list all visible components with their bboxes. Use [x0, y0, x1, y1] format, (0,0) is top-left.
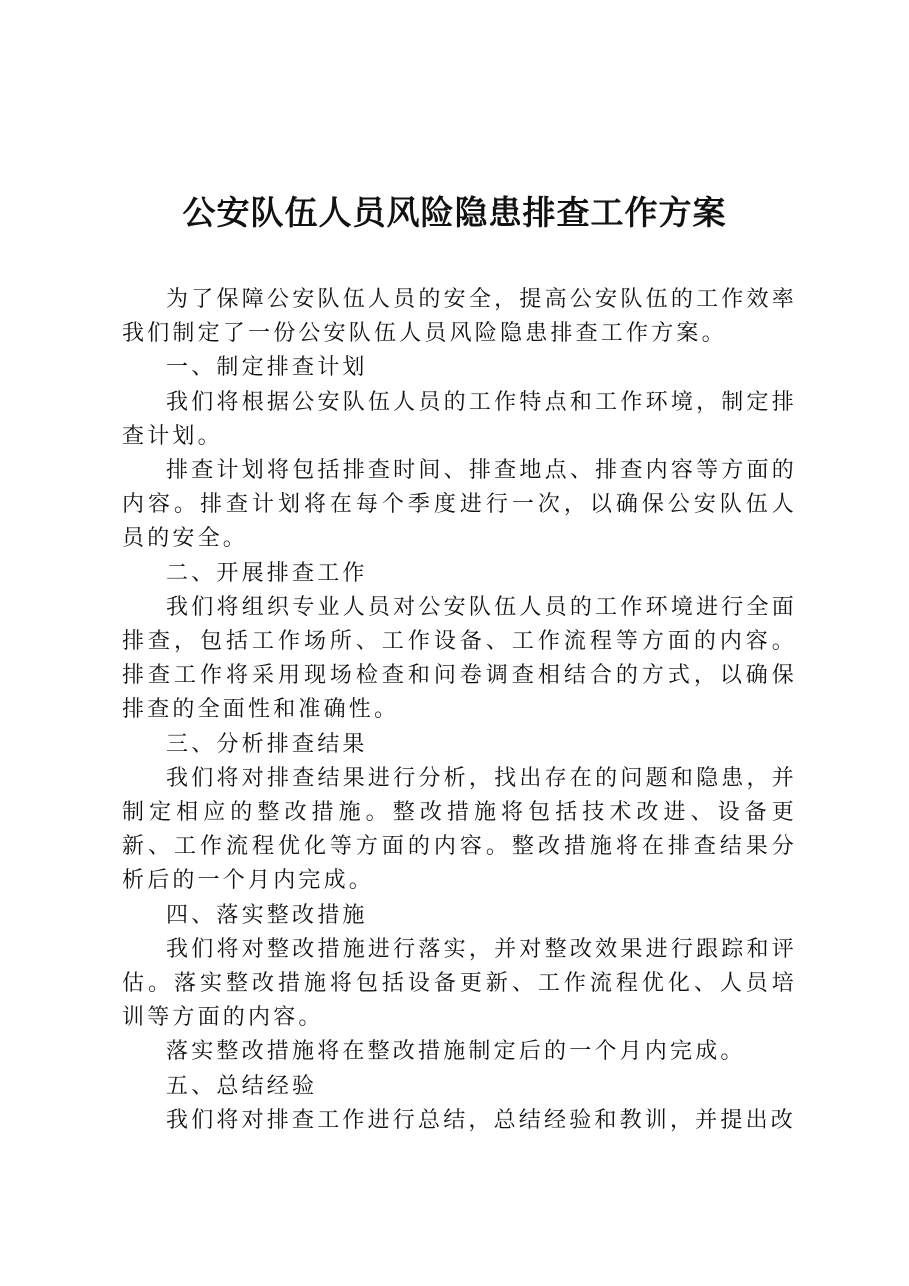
paragraph: 我们将对排查结果进行分析，找出存在的问题和隐患，并制定相应的整改措施。整改措施将包括技术改进、设备更新、工作流程优化等方面的内容。整改措施将在排查结果分析后的一个月内完成。 [122, 765, 797, 894]
paragraph: 排查计划将包括排查时间、排查地点、排查内容等方面的内容。排查计划将在每个季度进行一次，以确保公安队伍人员的安全。 [122, 458, 797, 552]
section-heading-5: 五、总结经验 [166, 1073, 318, 1099]
paragraph-intro: 为了保障公安队伍人员的安全，提高公安队伍的工作效率我们制定了一份公安队伍人员风险隐患排查工作方案。 [122, 287, 797, 347]
paragraph: 我们将对整改措施进行落实，并对整改效果进行跟踪和评估。落实整改措施将包括设备更新、工作流程优化、人员培训等方面的内容。 [122, 936, 797, 1031]
section-heading-4: 四、落实整改措施 [166, 902, 368, 928]
paragraph: 落实整改措施将在整改措施制定后的一个月内完成。 [166, 1039, 746, 1065]
paragraph: 我们将对排查工作进行总结，总结经验和教训，并提出改 [166, 1107, 797, 1133]
document-title: 公安队伍人员风险隐患排查工作方案 [182, 193, 727, 232]
section-heading-1: 一、制定排查计划 [166, 355, 368, 381]
section-heading-3: 三、分析排查结果 [166, 731, 368, 757]
document-body [122, 283, 797, 1138]
section-heading-2: 二、开展排查工作 [166, 560, 368, 586]
paragraph: 我们将根据公安队伍人员的工作特点和工作环境，制定排查计划。 [122, 389, 797, 449]
paragraph: 我们将组织专业人员对公安队伍人员的工作环境进行全面排查，包括工作场所、工作设备、工作流程等方面的内容。排查工作将采用现场检查和问卷调查相结合的方式，以确保排查的全面性和准确性。 [122, 594, 797, 723]
